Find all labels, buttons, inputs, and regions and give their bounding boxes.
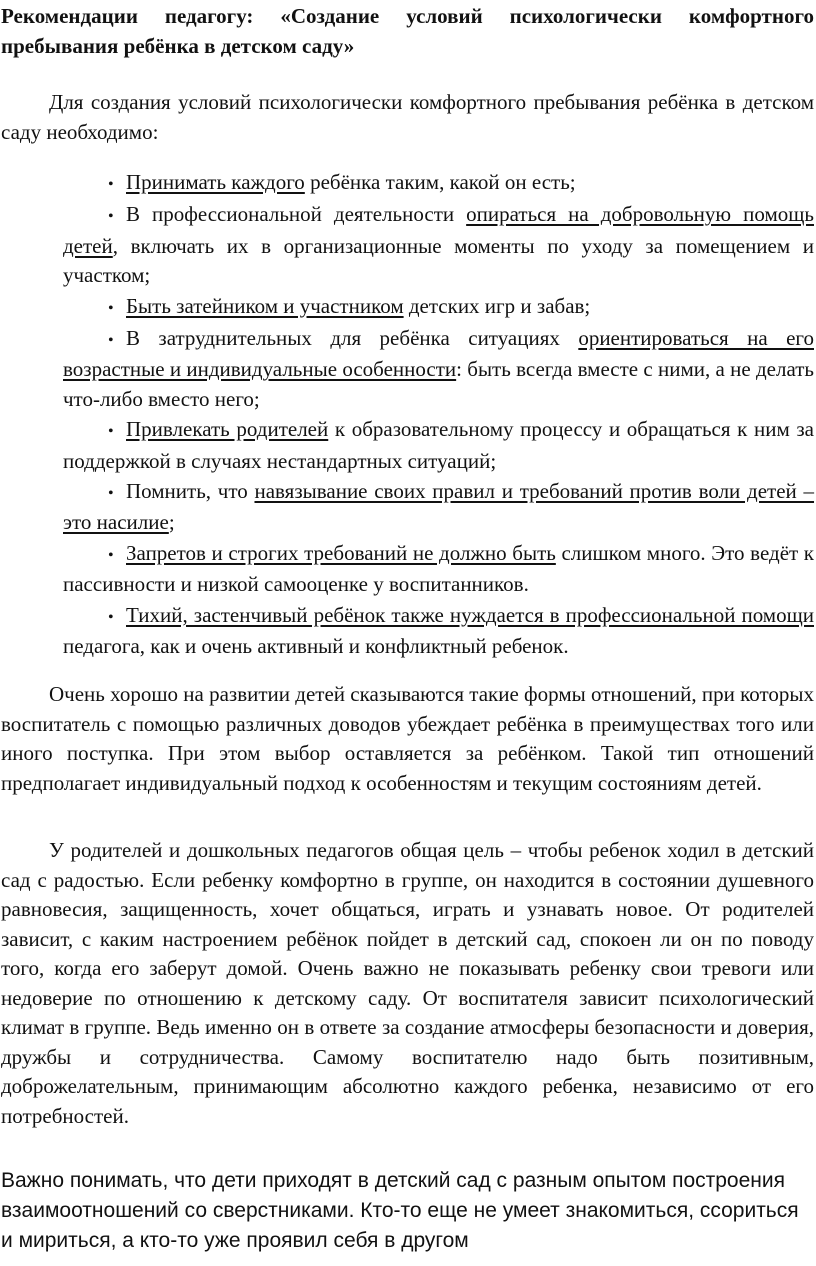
bullet-icon: •: [108, 299, 114, 317]
recommendation-rest: , включать их в организационные моменты по уходу за помещением и участком;: [63, 233, 814, 288]
recommendation-item: [63, 477, 814, 538]
recommendation-key-phrase: Запретов и строгих требований не должно быть: [126, 540, 556, 565]
bullet-icon: •: [108, 423, 114, 441]
bullet-icon: •: [108, 331, 114, 349]
document-title: Рекомендации педагогу: «Создание условий психологически комфортного пребывания ребёнка в детском саду»: [1, 4, 814, 58]
recommendation-item: [63, 324, 814, 415]
recommendation-key-phrase: Быть затейником и участником: [126, 293, 404, 318]
recommendation-lead: В затруднительных для ребёнка ситуациях: [126, 325, 579, 350]
recommendation-item: [63, 168, 814, 200]
recommendation-rest: педагога, как и очень активный и конфликтный ребенок.: [63, 634, 569, 659]
bullet-icon: •: [108, 608, 114, 626]
paragraph-2: Очень хорошо на развитии детей сказываются такие формы отношений, при которых воспитатель с помощью различных доводов убеждает ребёнка в преимуществах того или иного поступка. При этом выбор оставляется за ребёнком. Такой тип отношений предполагает индивидуальный подход к особенностям и текущим состояниям детей.: [1, 682, 814, 795]
bullet-icon: •: [108, 546, 114, 564]
recommendation-key-phrase: Привлекать родителей: [126, 417, 329, 442]
recommendations-list: [63, 168, 814, 662]
bullet-icon: •: [108, 208, 114, 226]
paragraph-4: [1, 1166, 814, 1256]
recommendation-item: [63, 415, 814, 476]
recommendation-rest: ;: [168, 510, 175, 535]
paragraph-4-text: Важно понимать, что дети приходят в детский сад с разным опытом построения взаимоотношений со сверстниками. Кто-то еще не умеет знакомиться, ссориться и мириться, а кто-то уже проявил себя в другом: [1, 1169, 799, 1252]
recommendation-item: [63, 292, 814, 324]
recommendation-rest: слишком много. Это ведёт к пассивности и низкой самооценке у воспитанников.: [63, 540, 815, 597]
recommendation-key-phrase: Тихий, застенчивый ребёнок также нуждается в профессиональной помощи: [126, 602, 814, 627]
recommendation-item: [63, 601, 814, 662]
paragraph-3: У родителей и дошкольных педагогов общая цель – чтобы ребенок ходил в детский сад с радостью. Если ребенку комфортно в группе, он находится в состоянии душевного равновесия, защищенность, хочет общаться, играть и узнавать новое. От родителей зависит, с каким настроением ребёнок пойдет в детский сад, спокоен ли он по поводу того, когда его заберут домой. Очень важно не показывать ребенку свои тревоги или недоверие по отношению к детскому саду. От воспитателя зависит психологический климат в группе. Ведь именно он в ответе за создание атмосферы безопасности и доверия, дружбы и сотрудничества. Самому воспитателю надо быть позитивным, доброжелательным, принимающим абсолютно каждого ребенка, независимо от его потребностей.: [1, 838, 814, 1128]
intro-paragraph: Для создания условий психологически комфортного пребывания ребёнка в детском саду необходимо:: [1, 90, 814, 144]
recommendation-lead: Помнить, что: [126, 478, 255, 503]
recommendation-rest: : быть всегда вместе с ними, а не делать что-либо вместо него;: [63, 357, 814, 411]
recommendation-key-phrase: Принимать каждого: [126, 170, 305, 194]
recommendation-item: [63, 200, 814, 291]
recommendation-rest: к образовательному процессу и обращаться к ним за поддержкой в случаях нестандартных ситуаций;: [63, 417, 814, 473]
recommendation-lead: В профессиональной деятельности: [126, 202, 467, 227]
recommendation-key-phrase: навязывание своих правил и требований против воли детей – это насилие: [63, 478, 815, 535]
recommendation-rest: ребёнка таким, какой он есть;: [304, 170, 576, 194]
recommendation-item: [63, 539, 814, 600]
bullet-icon: •: [108, 484, 114, 502]
bullet-icon: •: [108, 176, 114, 193]
recommendation-rest: детских игр и забав;: [403, 293, 591, 318]
recommendation-key-phrase: опираться на добровольную помощь детей: [63, 202, 814, 258]
recommendation-key-phrase: ориентироваться на его возрастные и индивидуальные особенности: [63, 325, 814, 382]
